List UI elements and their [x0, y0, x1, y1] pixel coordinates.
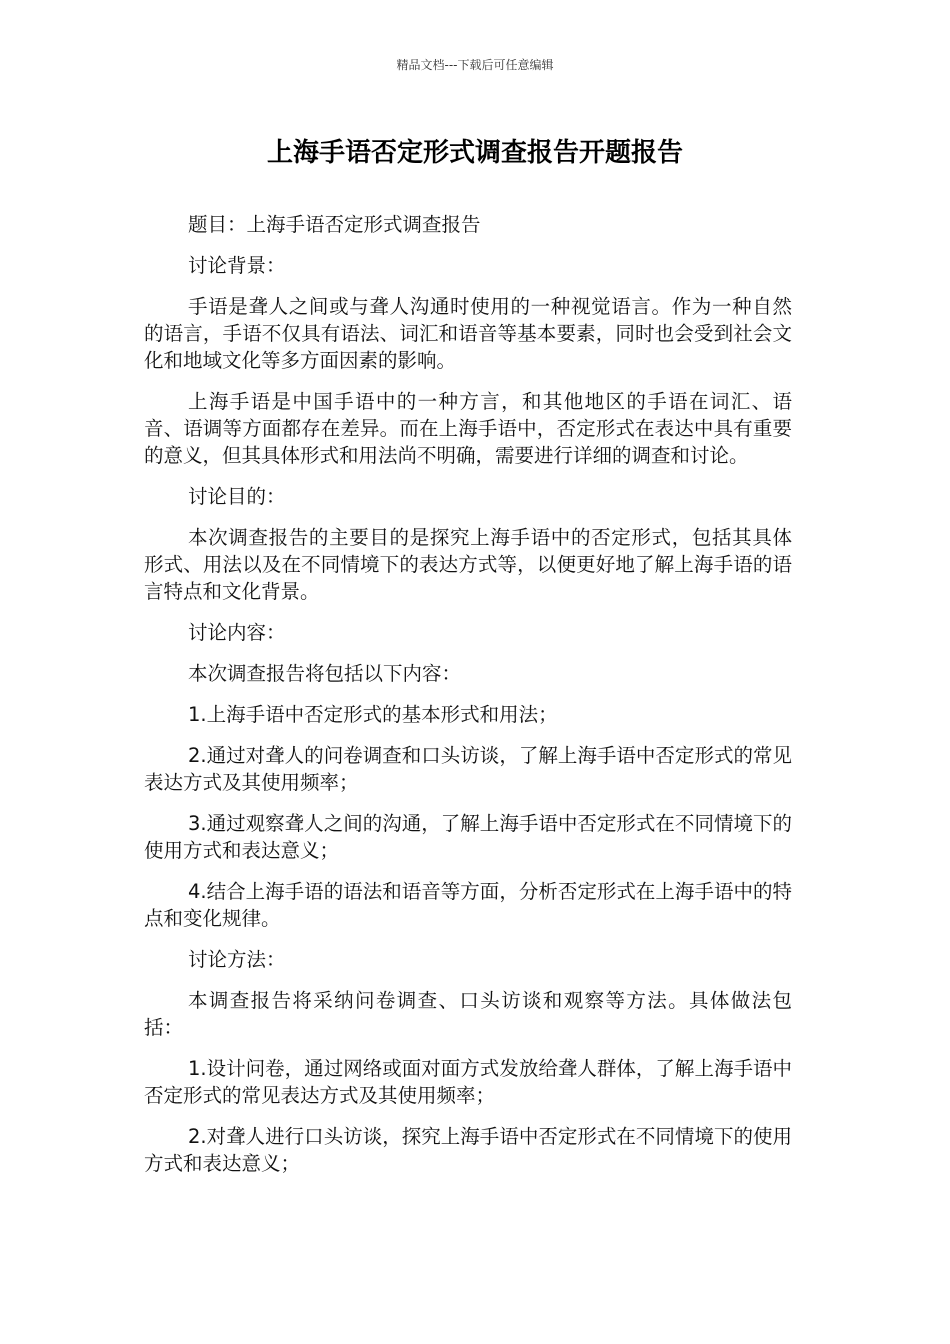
- list-item-content-3: 3.通过观察聋人之间的沟通，了解上海手语中否定形式在不同情境下的使用方式和表达意义；: [144, 812, 792, 862]
- heading-method: 讨论方法：: [188, 948, 286, 971]
- paragraph-background-2: 上海手语是中国手语中的一种方言，和其他地区的手语在词汇、语音、语调等方面都存在差异。而在上海手语中，否定形式在表达中具有重要的意义，但其具体形式和用法尚不明确，需要进行详细的调查和讨论。: [144, 390, 792, 467]
- paragraph-content-intro: 本次调查报告将包括以下内容：: [188, 662, 462, 685]
- list-item-content-4: 4.结合上海手语的语法和语音等方面，分析否定形式在上海手语中的特点和变化规律。: [144, 880, 792, 930]
- heading-background: 讨论背景：: [188, 254, 286, 277]
- list-item-method-2: 2.对聋人进行口头访谈，探究上海手语中否定形式在不同情境下的使用方式和表达意义；: [144, 1125, 792, 1175]
- list-item-content-2: 2.通过对聋人的问卷调查和口头访谈，了解上海手语中否定形式的常见表达方式及其使用频率；: [144, 744, 792, 794]
- paragraph-method-intro: 本调查报告将采纳问卷调查、口头访谈和观察等方法。具体做法包括：: [144, 989, 792, 1039]
- header-note: 精品文档---下载后可任意编辑: [396, 58, 554, 72]
- paragraph-purpose: 本次调查报告的主要目的是探究上海手语中的否定形式，包括其具体形式、用法以及在不同情境下的表达方式等，以便更好地了解上海手语的语言特点和文化背景。: [144, 526, 792, 603]
- heading-purpose: 讨论目的：: [188, 485, 286, 508]
- list-item-content-1: 1.上海手语中否定形式的基本形式和用法；: [188, 703, 558, 726]
- document-title: 上海手语否定形式调查报告开题报告: [266, 138, 683, 168]
- document-body: [144, 211, 792, 1191]
- paragraph-background-1: 手语是聋人之间或与聋人沟通时使用的一种视觉语言。作为一种自然的语言，手语不仅具有语法、词汇和语音等基本要素，同时也会受到社会文化和地域文化等多方面因素的影响。: [144, 295, 792, 372]
- paragraph-topic: 题目：上海手语否定形式调查报告: [188, 213, 481, 236]
- heading-content: 讨论内容：: [188, 621, 286, 644]
- list-item-method-1: 1.设计问卷，通过网络或面对面方式发放给聋人群体，了解上海手语中否定形式的常见表达方式及其使用频率；: [144, 1057, 792, 1107]
